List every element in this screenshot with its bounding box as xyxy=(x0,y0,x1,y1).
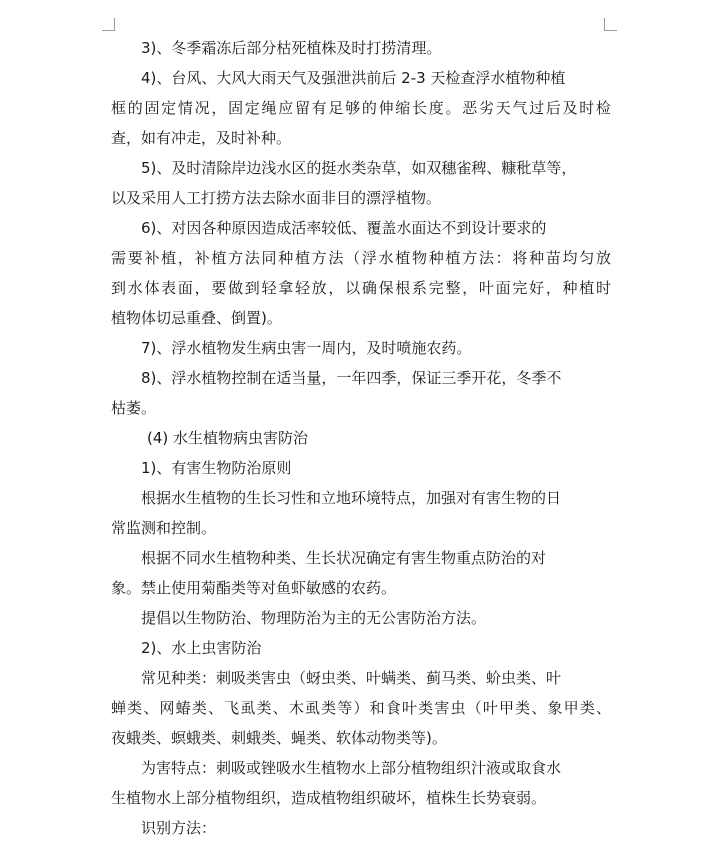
text-line: 枯萎。 xyxy=(111,399,157,417)
text-line: 夜蛾类、螟蛾类、刺蛾类、蝇类、软体动物类等)。 xyxy=(111,729,447,747)
text-line: 识别方法： xyxy=(141,819,217,837)
text-line: 以及采用人工打捞方法去除水面非目的漂浮植物。 xyxy=(111,189,442,207)
text-line: 常监测和控制。 xyxy=(111,519,217,537)
text-line: 3)、冬季霜冻后部分枯死植株及时打捞清理。 xyxy=(141,39,442,57)
text-line: 查，如有冲走，及时补种。 xyxy=(111,129,292,147)
text-line: 提倡以生物防治、物理防治为主的无公害防治方法。 xyxy=(141,609,487,627)
subsection-heading: 2)、水上虫害防治 xyxy=(141,639,262,657)
page-corner-mark-top-left xyxy=(102,18,115,31)
text-line: 5)、及时清除岸边浅水区的挺水类杂草，如双穗雀稗、糠秕草等， xyxy=(141,159,577,177)
text-line: 框的固定情况，固定绳应留有足够的伸缩长度。恶劣天气过后及时检 xyxy=(111,99,611,117)
text-line: 蝉类、网蝽类、飞虱类、木虱类等）和食叶类害虫（叶甲类、象甲类、 xyxy=(111,699,611,717)
text-line: 生植物水上部分植物组织，造成植物组织破坏，植株生长势衰弱。 xyxy=(111,789,547,807)
text-line: 需要补植，补植方法同种植方法（浮水植物种植方法：将种苗均匀放 xyxy=(111,249,611,267)
text-line: 7)、浮水植物发生病虫害一周内，及时喷施农药。 xyxy=(141,339,472,357)
section-heading: (4) 水生植物病虫害防治 xyxy=(147,429,309,447)
text-line: 6)、对因各种原因造成活率较低、覆盖水面达不到设计要求的 xyxy=(141,219,547,237)
text-line: 根据水生植物的生长习性和立地环境特点，加强对有害生物的日 xyxy=(141,489,562,507)
text-line: 到水体表面，要做到轻拿轻放，以确保根系完整，叶面完好，种植时 xyxy=(111,279,611,297)
text-line: 常见种类：刺吸类害虫（蚜虫类、叶螨类、蓟马类、蚧虫类、叶 xyxy=(141,669,562,687)
text-line: 为害特点：刺吸或锉吸水生植物水上部分植物组织汁液或取食水 xyxy=(141,759,562,777)
subsection-heading: 1)、有害生物防治原则 xyxy=(141,459,292,477)
text-line: 植物体切忌重叠、倒置)。 xyxy=(111,309,282,327)
text-line: 根据不同水生植物种类、生长状况确定有害生物重点防治的对 xyxy=(141,549,547,567)
page-corner-mark-top-right xyxy=(604,18,617,31)
text-line: 8)、浮水植物控制在适当量，一年四季，保证三季开花，冬季不 xyxy=(141,369,562,387)
text-line: 象。禁止使用菊酯类等对鱼虾敏感的农药。 xyxy=(111,579,397,597)
text-line: 4)、台风、大风大雨天气及强泄洪前后 2-3 天检查浮水植物种植 xyxy=(141,69,566,87)
